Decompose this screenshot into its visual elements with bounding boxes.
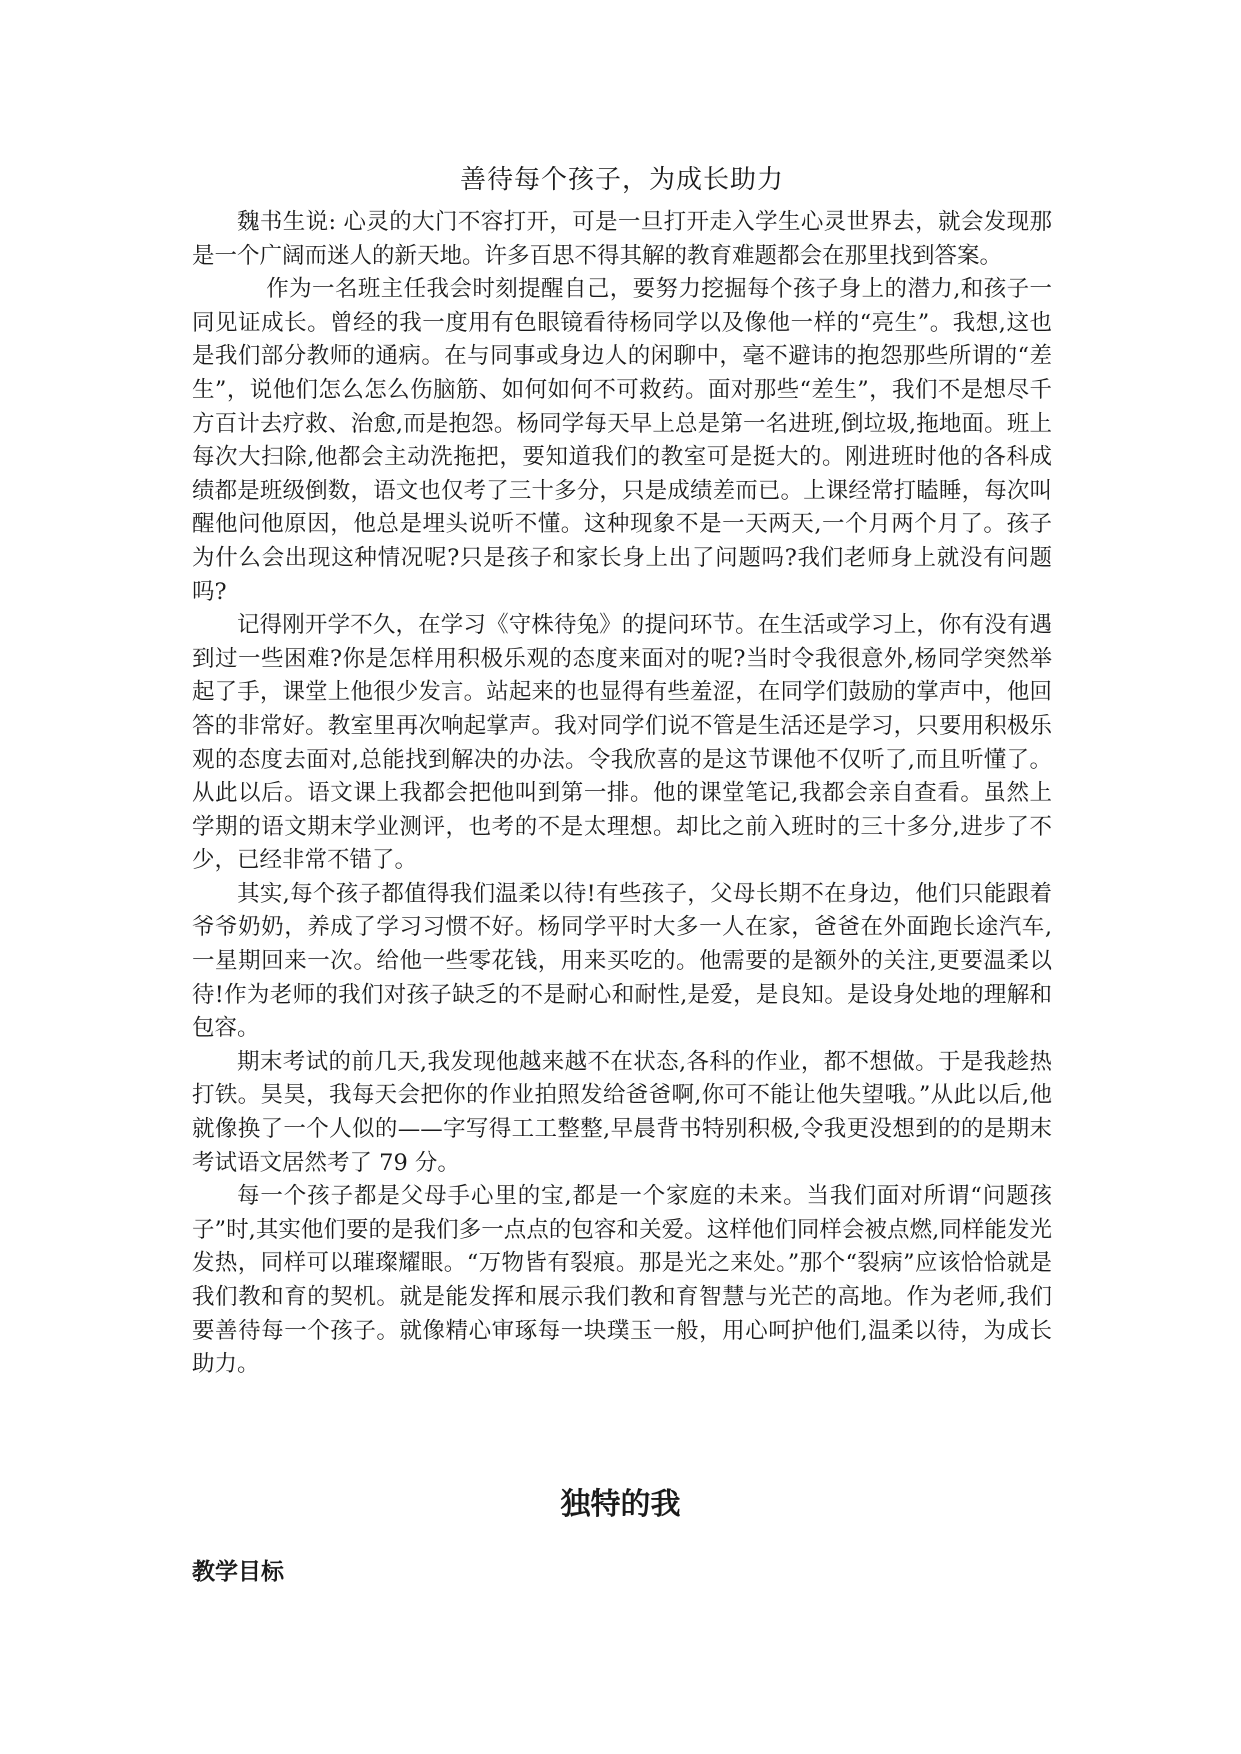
paragraph-4: 其实,每个孩子都值得我们温柔以待!有些孩子，父母长期不在身边，他们只能跟着爷爷奶奶，养成了学习习惯不好。杨同学平时大多一人在家，爸爸在外面跑长途汽车,一星期回来一次。给他一些零花钱，用来买吃的。他需要的是额外的关注,更要温柔以待!作为老师的我们对孩子缺乏的不是耐心和耐性,是爱，是良知。是设身处地的理解和包容。 (192, 880, 1052, 1042)
teaching-goals-heading: 教学目标 (192, 1559, 284, 1585)
article (192, 160, 1052, 1382)
paragraph-1: 魏书生说: 心灵的大门不容打开，可是一旦打开走入学生心灵世界去，就会发现那是一个广阔而迷人的新天地。许多百思不得其解的教育难题都会在那里找到答案。 (192, 209, 1052, 269)
paragraph-2: 作为一名班主任我会时刻提醒自己，要努力挖掘每个孩子身上的潜力,和孩子一同见证成长。曾经的我一度用有色眼镜看待杨同学以及像他一样的“亮生”。我想,这也是我们部分教师的通病。在与同事或身边人的闲聊中，毫不避讳的抱怨那些所谓的“差生”，说他们怎么怎么伤脑筋、如何如何不可救药。面对那些“差生”，我们不是想尽千方百计去疗救、治愈,而是抱怨。杨同学每天早上总是第一名进班,倒垃圾,拖地面。班上每次大扫除,他都会主动洗拖把，要知道我们的教室可是挺大的。刚进班时他的各科成绩都是班级倒数，语文也仅考了三十多分，只是成绩差而已。上课经常打瞌睡，每次叫醒他问他原因，他总是埋头说听不懂。这种现象不是一天两天,一个月两个月了。孩子为什么会出现这种情况呢?只是孩子和家长身上出了问题吗?我们老师身上就没有问题吗? (192, 276, 1052, 605)
paragraph-5: 期末考试的前几天,我发现他越来越不在状态,各科的作业，都不想做。于是我趁热打铁。昊昊，我每天会把你的作业拍照发给爸爸啊,你可不能让他失望哦。”从此以后,他就像换了一个人似的——字写得工工整整,早晨背书特别积极,令我更没想到的的是期末考试语文居然考了 79 分。 (192, 1048, 1052, 1176)
section-title: 独特的我 (560, 1487, 681, 1522)
paragraph-6: 每一个孩子都是父母手心里的宝,都是一个家庭的未来。当我们面对所谓“问题孩子”时,其实他们要的是我们多一点点的包容和关爱。这样他们同样会被点燃,同样能发光发热，同样可以璀璨耀眼。“万物皆有裂痕。那是光之来处。”那个“裂病”应该恰恰就是我们教和育的契机。就是能发挥和展示我们教和育智慧与光芒的高地。作为老师,我们要善待每一个孩子。就像精心审琢每一块璞玉一般，用心呵护他们,温柔以待，为成长助力。 (192, 1183, 1052, 1378)
article-title: 善待每个孩子，为成长助力 (459, 165, 784, 195)
paragraph-3: 记得刚开学不久，在学习《守株待兔》的提问环节。在生活或学习上，你有没有遇到过一些困难?你是怎样用积极乐观的态度来面对的呢?当时令我很意外,杨同学突然举起了手，课堂上他很少发言。站起来的也显得有些羞涩，在同学们鼓励的掌声中，他回答的非常好。教室里再次响起掌声。我对同学们说不管是生活还是学习，只要用积极乐观的态度去面对,总能找到解决的办法。令我欣喜的是这节课他不仅听了,而且听懂了。从此以后。语文课上我都会把他叫到第一排。他的课堂笔记,我都会亲自查看。虽然上学期的语文期末学业测评，也考的不是太理想。却比之前入班时的三十多分,进步了不少，已经非常不错了。 (192, 612, 1052, 874)
